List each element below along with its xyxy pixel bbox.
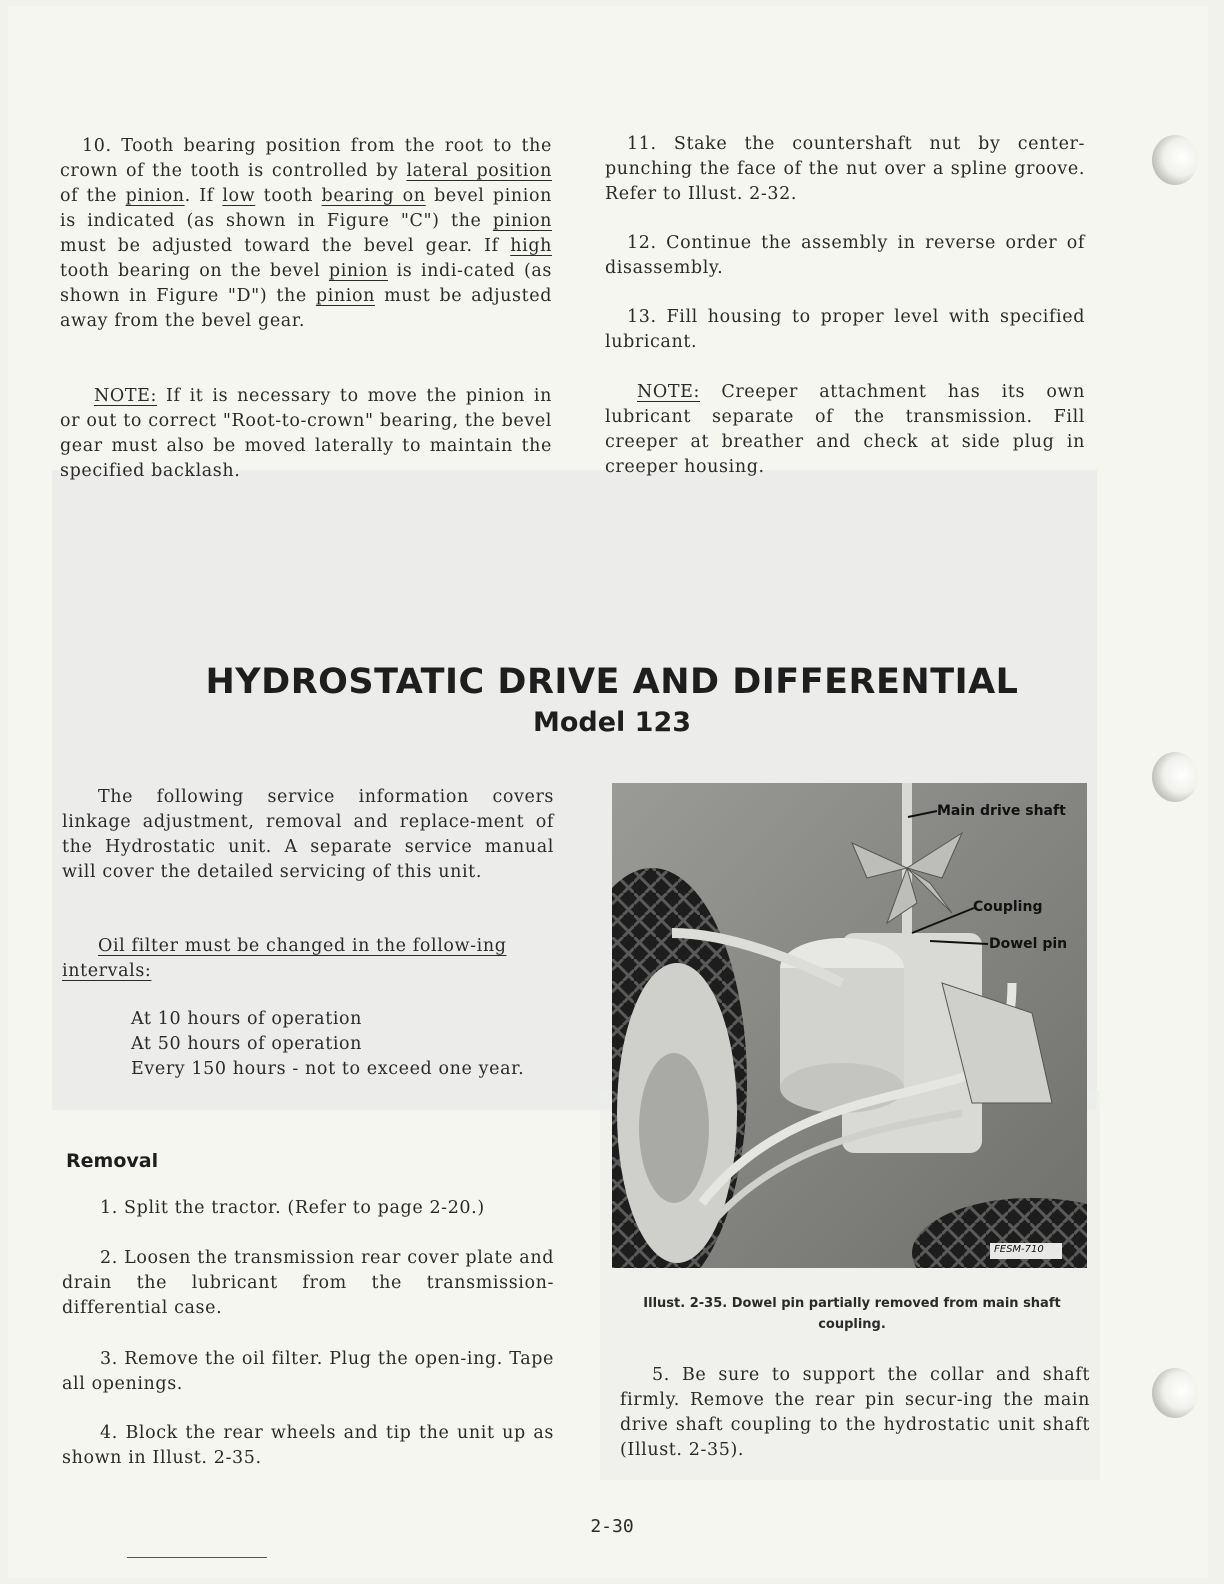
underlined-pinion: pinion xyxy=(125,186,185,206)
illustration-photo xyxy=(612,783,1087,1268)
step-10-intro: 10. Tooth bearing position from the root to the crown of the tooth is controlled by xyxy=(60,136,552,181)
note-label: NOTE: xyxy=(637,382,701,402)
text-fragment: tooth xyxy=(255,186,314,206)
step-13-paragraph: 13. Fill housing to proper level with specified lubricant. xyxy=(605,307,1085,352)
step-11-paragraph: 11. Stake the countershaft nut by center-punching the face of the nut over a spline groove. Refer to Illust. 2-32. xyxy=(605,134,1085,204)
note-paragraph-left xyxy=(60,384,552,484)
text-fragment: tooth bearing on the bevel xyxy=(60,261,329,281)
removal-step-4: 4. Block the rear wheels and tip the unit up as shown in Illust. 2-35. xyxy=(62,1423,554,1468)
footer-rule xyxy=(127,1557,267,1558)
oil-filter-notice-text: Oil filter must be changed in the follow-ing intervals: xyxy=(62,936,507,981)
section-subtitle: Model 123 xyxy=(532,707,692,738)
removal-heading: Removal xyxy=(66,1150,159,1172)
step-5-paragraph: 5. Be sure to support the collar and shaft firmly. Remove the rear pin secur-ing the main drive shaft coupling to the hydrostatic unit shaft (Illust. 2-35). xyxy=(620,1365,1090,1460)
underlined-pinion: pinion xyxy=(315,286,375,306)
underlined-lateral-position: lateral position xyxy=(406,161,553,181)
underlined-pinion: pinion xyxy=(328,261,388,281)
photo-code: FESM-710 xyxy=(994,1244,1044,1255)
binder-hole-top xyxy=(1152,135,1198,185)
underlined-bearing-on: bearing on xyxy=(321,186,426,206)
note-text: If it is necessary to move the pinion in or out to correct "Root-to-crown" bearing, the bevel gear must also be moved laterally to maintain the specified backlash. xyxy=(60,386,552,481)
underlined-pinion: pinion xyxy=(492,211,552,231)
text-fragment: of the xyxy=(60,186,126,206)
underlined-high: high xyxy=(510,236,552,256)
intro-paragraph: The following service information covers linkage adjustment, removal and replace-ment of the Hydrostatic unit. A separate service manual will cover the detailed servicing of this unit. xyxy=(62,787,554,882)
text-fragment: . If xyxy=(184,186,223,206)
text-fragment: must be adjusted away from the bevel gear. xyxy=(60,286,552,331)
removal-step-1: 1. Split the tractor. (Refer to page 2-20.) xyxy=(100,1198,485,1218)
text-fragment: bevel pinion is indicated (as shown in Figure "C") the xyxy=(60,186,553,231)
note-label: NOTE: xyxy=(94,386,158,406)
binder-hole-middle xyxy=(1152,752,1198,802)
callout-main-drive-shaft: Main drive shaft xyxy=(937,803,1066,819)
callout-dowel-pin: Dowel pin xyxy=(989,936,1068,952)
text-fragment: must be adjusted toward the bevel gear. If xyxy=(60,236,511,256)
underlined-low: low xyxy=(222,186,256,206)
step-12-paragraph: 12. Continue the assembly in reverse order of disassembly. xyxy=(605,233,1085,278)
callout-coupling: Coupling xyxy=(973,899,1043,915)
binder-hole-bottom xyxy=(1152,1368,1198,1418)
removal-step-2: 2. Loosen the transmission rear cover plate and drain the lubricant from the transmission-differential case. xyxy=(62,1248,554,1318)
step-10-paragraph xyxy=(60,134,552,334)
interval-1: At 10 hours of operation xyxy=(131,1009,363,1029)
note-text: Creeper attachment has its own lubricant separate of the transmission. Fill creeper at breather and check at side plug in creeper housing. xyxy=(605,382,1085,477)
oil-filter-notice xyxy=(62,934,542,984)
removal-step-3: 3. Remove the oil filter. Plug the open-ing. Tape all openings. xyxy=(62,1349,554,1394)
section-title: HYDROSTATIC DRIVE AND DIFFERENTIAL xyxy=(205,662,1019,702)
photo-drawing xyxy=(612,783,1087,1268)
interval-2: At 50 hours of operation xyxy=(131,1034,363,1054)
note-paragraph-right xyxy=(605,380,1085,480)
text-fragment: is indi-cated (as shown in Figure "D") the xyxy=(60,261,553,306)
interval-3: Every 150 hours - not to exceed one year. xyxy=(131,1059,525,1079)
page-number: 2-30 xyxy=(590,1516,634,1537)
figure-caption: Illust. 2-35. Dowel pin partially removed from main shaft coupling. xyxy=(643,1296,1061,1332)
